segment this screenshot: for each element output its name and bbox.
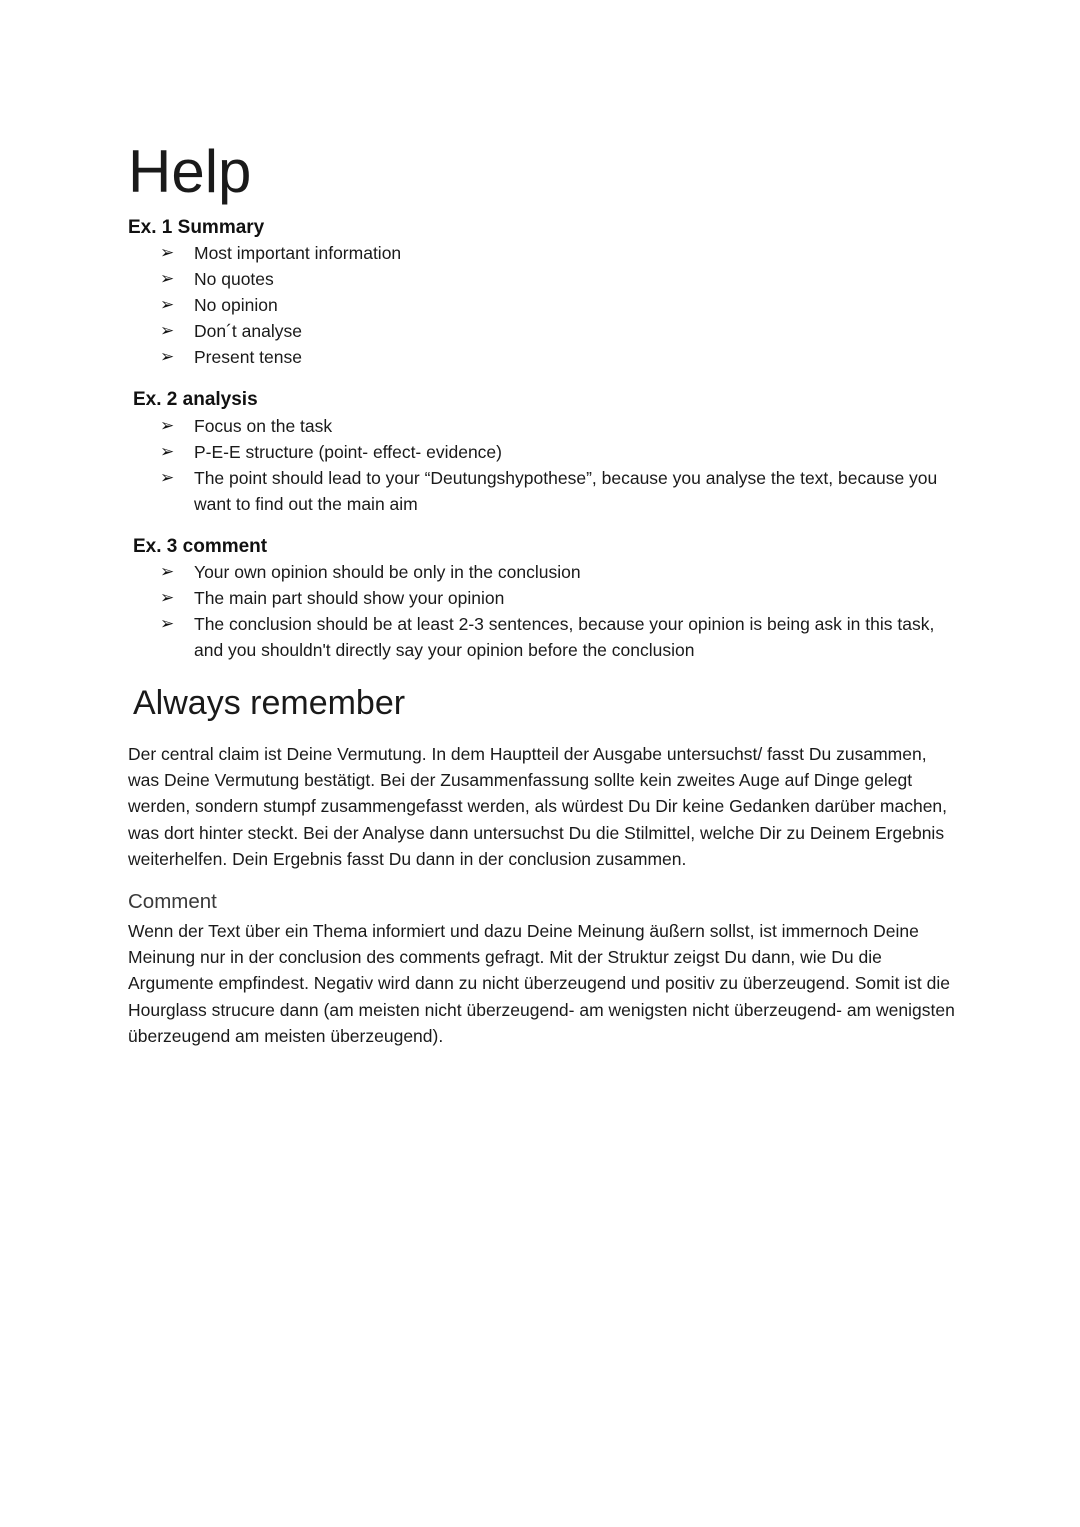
arrow-bullet-icon: ➢ [160, 416, 175, 435]
comment-paragraph: Wenn der Text über ein Thema informiert und dazu Deine Meinung äußern sollst, ist immernoch Deine Meinung nur in der conclusion des comments gefragt. Mit der Struktur zeigst Du dann, wie Du die Argumente empfindest. Negativ wird dann zu nicht überzeugend und positiv zu überzeugend. Somit ist die Hourglass strucure dann (am meisten nicht überzeugend- am wenigsten nicht überzeugend- am wenigsten überzeugend am meisten überzeugend). [128, 921, 955, 1046]
arrow-bullet-icon: ➢ [160, 614, 175, 633]
list-item: ➢ Present tense [160, 344, 950, 370]
list-item: ➢ Most important information [160, 240, 950, 266]
arrow-bullet-icon: ➢ [160, 588, 175, 607]
list-item: ➢ P-E-E structure (point- effect- evidence) [160, 439, 950, 465]
arrow-bullet-icon: ➢ [160, 347, 175, 366]
analysis-list [160, 413, 950, 517]
arrow-bullet-icon: ➢ [160, 269, 175, 288]
section-heading-summary: Ex. 1 Summary [128, 217, 265, 238]
section-heading-comment: Ex. 3 comment [133, 536, 268, 557]
summary-list [160, 240, 950, 370]
arrow-bullet-icon: ➢ [160, 321, 175, 340]
page-title: Help [128, 138, 252, 205]
list-item: ➢ The point should lead to your “Deutungshypothese”, because you analyse the text, because you want to find out the main aim [160, 465, 950, 517]
list-item: ➢ Don´t analyse [160, 318, 950, 344]
always-remember-paragraph: Der central claim ist Deine Vermutung. In dem Hauptteil der Ausgabe untersuchst/ fasst Du zusammen, was Deine Vermutung bestätigt. Bei der Zusammenfassung sollte kein zweites Auge auf Dinge gelegt werden, sondern stumpf zusammengefasst werden, als würdest Du Dir keine Gedanken darüber machen, was dort hinter steckt. Bei der Analyse dann untersuchst Du die Stilmittel, welche Dir zu Deinem Ergebnis weiterhelfen. Dein Ergebnis fasst Du dann in der conclusion zusammen. [128, 744, 948, 869]
always-remember-heading: Always remember [133, 684, 406, 722]
comment-subheading: Comment [128, 890, 217, 913]
list-item: ➢ Your own opinion should be only in the conclusion [160, 559, 950, 585]
list-item: ➢ Focus on the task [160, 413, 950, 439]
list-item: ➢ No quotes [160, 266, 950, 292]
arrow-bullet-icon: ➢ [160, 442, 175, 461]
section-heading-analysis: Ex. 2 analysis [133, 389, 258, 410]
arrow-bullet-icon: ➢ [160, 295, 175, 314]
arrow-bullet-icon: ➢ [160, 243, 175, 262]
list-item: ➢ The conclusion should be at least 2-3 sentences, because your opinion is being ask in this task, and you shouldn't directly say your opinion before the conclusion [160, 611, 950, 663]
arrow-bullet-icon: ➢ [160, 468, 175, 487]
comment-list [160, 559, 950, 663]
list-item: ➢ The main part should show your opinion [160, 585, 950, 611]
list-item: ➢ No opinion [160, 292, 950, 318]
arrow-bullet-icon: ➢ [160, 562, 175, 581]
